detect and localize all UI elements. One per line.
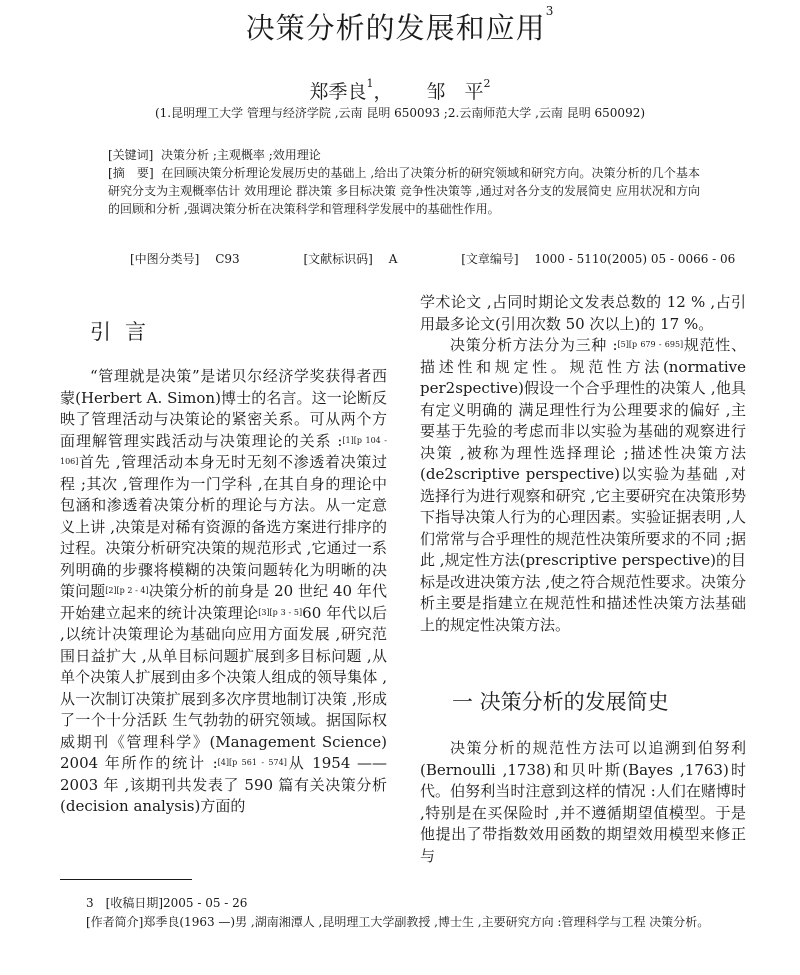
citation-2: [2][p 2 - 4] [105,586,149,595]
methods-paragraph: 决策分析方法分为三种 :[5][p 679 - 695]规范性、描述性和规定性。规范性方法(normative per2spective)假设一个合乎理性的决策人 ,他具有定义明确的 满足理性行为公理要求的偏好 ,主要基于先验的考虑而非以实验为基础的观察进行决策 ,被称为理性选择理论 ;描述性决策方法(de2scriptive perspective)以实验为基础 ,对选择行为进行观察和研究 ,它主要研究在决策形势下指导决策人行为的心理因素。实验证据表明 ,人们常常与合乎理性的规范性决策所要求的不同 ;据此 ,规定性方法(prescriptive perspective)的目标是改进决策方法 ,使之符合规范性要求。决策分析主要是指建立在规范性和描述性决策方法基础上的规定性决策方法。 [420,336,746,634]
intro-paragraph: “管理就是决策”是诺贝尔经济学奖获得者西蒙(Herbert A. Simon)博士的名言。这一论断反映了管理活动与决策论的紧密关系。可从两个方面理解管理实践活动与决策理论的关系 :[1][p 104 - 106]首先 ,管理活动本身无时无刻不渗透着决策过程 ;其次 ,管理作为一门学科 ,在其自身的理论中包涵和渗透着决策分析的理论与方法。从一定意义上讲 ,决策是对稀有资源的备选方案进行排序的过程。决策分析研究决策的规范形式 ,它通过一系列明确的步骤将模糊的决策问题转化为明晰的决策问题[2][p 2 - 4]决策分析的前身是 20 世纪 40 年代开始建立起来的统计决策理论[3][p 3 - 5]60 年代以后 ,以统计决策理论为基础向应用方面发展 ,研究范围日益扩大 ,从单目标问题扩展到多目标问题 ,从单个决策人扩展到由多个决策人组成的领导集体 ,从一次制订决策扩展到多次序贯地制订决策 ,形成了一个十分活跃 生气勃勃的研究领域。据国际权威期刊《管理科学》(Management Science) 2004 年所作的统计 :[4][p 561 - 574]从 1954 —— 2003 年 ,该期刊共发表了 590 篇有关决策分析(decision analysis)方面的 [60,367,387,815]
section-heading-intro: 引言 [90,320,160,344]
affiliation: (1.昆明理工大学 管理与经济学院 ,云南 昆明 650093 ;2.云南师范大学 ,云南 昆明 650092) [154,106,646,120]
right-column [420,292,746,636]
summary-paragraph [108,164,700,218]
left-column [60,366,387,818]
abstract-block [108,146,700,218]
footnote-author: [作者简介]郑季良(1963 —)男 ,湖南湘潭人 ,昆明理工大学副教授 ,博士生 ,主要研究方向 :管理科学与工程 决策分析。 [86,915,710,929]
document-code: [文献标识码] A [303,252,398,266]
history-column [420,738,746,867]
footnotes [60,894,750,932]
citation-4: [4][p 561 - 574] [217,758,287,767]
keywords-text: 决策分析 ;主观概率 ;效用理论 [161,148,321,162]
author-line [0,77,800,104]
clc-number: [中图分类号] C93 [130,252,240,266]
footnote-received: 3 [收稿日期]2005 - 05 - 26 [86,896,248,910]
citation-5: [5][p 679 - 695] [617,340,684,349]
section-heading-history: 一 决策分析的发展简史 [452,690,669,714]
author-separator: ， [373,81,393,103]
keywords-line [108,146,700,164]
footnote-divider [60,879,192,880]
continued-paragraph: 学术论文 ,占同时期论文发表总数的 12 % ,占引用最多论文(引用次数 50 次以上)的 17 %。 [420,293,746,333]
summary-text: 在回顾决策分析理论发展历史的基础上 ,给出了决策分析的研究领域和研究方向。决策分析的几个基本研究分支为主观概率估计 效用理论 群决策 多目标决策 竞争性决策等 ,通过对各分支的发展简史 应用状况和方向的回顾和分析 ,强调决策分析在决策科学和管理科学发展中的基础性作用。 [108,166,700,216]
author-2-affil-mark: 2 [483,77,491,90]
citation-3: [3][p 3 - 5] [258,607,303,617]
history-paragraph: 决策分析的规范性方法可以追溯到伯努利(Bernoulli ,1738)和贝叶斯(Bayes ,1763)时代。伯努利当时注意到这样的情况 :人们在赌博时 ,特别是在买保险时 ,并不遵循期望值模型。于是他提出了带指数效用函数的期望效用模型来修正与 [420,739,746,865]
author-1-affil-mark: 1 [366,77,374,90]
author-1: 郑季良 [309,81,367,103]
summary-label: [摘 要] [108,166,154,180]
article-number: [文章编号] 1000 - 5110(2005) 05 - 0066 - 06 [461,252,736,266]
citation-1: [1][p 104 - 106] [60,435,387,466]
author-2: 邹 平 [426,81,484,103]
classification-line [130,250,736,267]
title-footnote-mark: 3 [545,4,555,18]
title-text: 决策分析的发展和应用 [245,11,546,45]
paper-title [0,6,800,47]
keywords-label: [关键词] [108,148,154,162]
